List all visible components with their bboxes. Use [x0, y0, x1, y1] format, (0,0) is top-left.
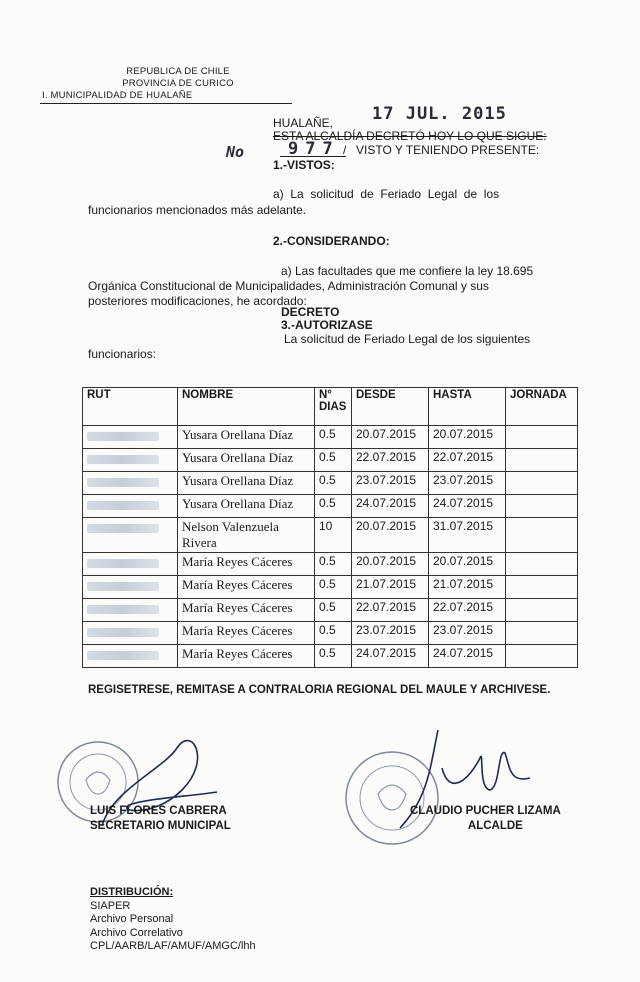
name-cell: Yusara Orellana Díaz: [178, 449, 315, 472]
dias-cell: 10: [315, 518, 352, 553]
rut-cell: [83, 576, 178, 599]
signer-left: [90, 804, 231, 834]
section-autorizase: 3.-AUTORIZASE: [281, 318, 373, 332]
table-row: [83, 553, 578, 576]
dias-cell: 0.5: [315, 553, 352, 576]
hasta-cell: 22.07.2015: [429, 599, 506, 622]
table-row: [83, 576, 578, 599]
name-cell: Yusara Orellana Díaz: [178, 472, 315, 495]
desde-cell: 24.07.2015: [352, 495, 429, 518]
hasta-cell: 21.07.2015: [429, 576, 506, 599]
officials-table: [82, 387, 578, 668]
considerando-line1: a) Las facultades que me confiere la ley 18.695: [281, 264, 534, 278]
desde-cell: 23.07.2015: [352, 622, 429, 645]
dias-cell: 0.5: [315, 449, 352, 472]
table-row: [83, 599, 578, 622]
table-row: [83, 518, 578, 553]
name-cell: María Reyes Cáceres: [178, 645, 315, 668]
rut-cell: [83, 622, 178, 645]
autoriza-line1: La solicitud de Feriado Legal de los siguientes: [284, 332, 531, 346]
considerando-line2: Orgánica Constitucional de Municipalidades, Administración Comunal y sus: [88, 279, 489, 293]
name-cell: Yusara Orellana Díaz: [178, 426, 315, 449]
rut-cell: [83, 599, 178, 622]
number-slash: /: [343, 143, 347, 157]
jornada-cell: [506, 449, 578, 472]
col-desde: DESDE: [352, 388, 429, 426]
signer-left-title: SECRETARIO MUNICIPAL: [90, 820, 231, 832]
rut-cell: [83, 495, 178, 518]
hasta-cell: 23.07.2015: [429, 622, 506, 645]
section-vistos: 1.-VISTOS:: [273, 158, 335, 172]
place: HUALAÑE,: [273, 116, 334, 130]
hasta-cell: 20.07.2015: [429, 426, 506, 449]
table-row: [83, 495, 578, 518]
redacted-rut: [87, 559, 159, 568]
desde-cell: 21.07.2015: [352, 576, 429, 599]
considerando-line3: posteriores modificaciones, he acordado:: [88, 294, 307, 308]
signer-right-name: CLAUDIO PUCHER LIZAMA: [410, 805, 561, 817]
jornada-cell: [506, 472, 578, 495]
dias-cell: 0.5: [315, 599, 352, 622]
desde-cell: 24.07.2015: [352, 645, 429, 668]
redacted-rut: [87, 605, 159, 614]
hasta-cell: 24.07.2015: [429, 645, 506, 668]
number-prefix: No: [226, 143, 245, 161]
header-line-1: REPUBLICA DE CHILE: [126, 66, 230, 77]
dias-cell: 0.5: [315, 576, 352, 599]
desde-cell: 20.07.2015: [352, 553, 429, 576]
jornada-cell: [506, 495, 578, 518]
redacted-rut: [87, 501, 159, 510]
name-cell: Yusara Orellana Díaz: [178, 495, 315, 518]
municipality-header: [42, 66, 268, 104]
table-row: [83, 449, 578, 472]
header-line-2: PROVINCIA DE CURICO: [122, 78, 234, 89]
desde-cell: 20.07.2015: [352, 426, 429, 449]
dias-cell: 0.5: [315, 622, 352, 645]
distribution-item: Archivo Correlativo: [90, 926, 183, 939]
hasta-cell: 22.07.2015: [429, 449, 506, 472]
name-cell: María Reyes Cáceres: [178, 622, 315, 645]
distribution-item: CPL/AARB/LAF/AMUF/AMGC/lhh: [90, 940, 256, 952]
vistos-a-line2: funcionarios mencionados más adelante.: [88, 203, 307, 217]
signer-right-title: ALCALDE: [467, 820, 523, 832]
rut-cell: [83, 449, 178, 472]
distribution: [90, 886, 256, 954]
col-jornada: JORNADA: [506, 388, 578, 426]
dias-cell: 0.5: [315, 645, 352, 668]
table-row: [83, 645, 578, 668]
hasta-cell: 23.07.2015: [429, 472, 506, 495]
signer-right: [410, 804, 561, 834]
jornada-cell: [506, 426, 578, 449]
redacted-rut: [87, 582, 159, 591]
rut-cell: [83, 553, 178, 576]
desde-cell: 22.07.2015: [352, 449, 429, 472]
redacted-rut: [87, 455, 159, 464]
autoriza-line2: funcionarios:: [88, 347, 157, 361]
desde-cell: 23.07.2015: [352, 472, 429, 495]
vistos-a-line1: a) La solicitud de Feriado Legal de los: [273, 187, 500, 201]
header-line-3: I. MUNICIPALIDAD DE HUALAÑE: [40, 90, 292, 104]
distribution-item: SIAPER: [90, 899, 131, 912]
table-row: [83, 472, 578, 495]
col-hasta: HASTA: [429, 388, 506, 426]
desde-cell: 20.07.2015: [352, 518, 429, 553]
name-cell: María Reyes Cáceres: [178, 576, 315, 599]
jornada-cell: [506, 622, 578, 645]
rut-cell: [83, 518, 178, 553]
hasta-cell: 31.07.2015: [429, 518, 506, 553]
distribution-title: DISTRIBUCIÓN:: [90, 886, 174, 898]
signer-left-name: LUIS FLORES CABRERA: [90, 805, 227, 817]
jornada-cell: [506, 599, 578, 622]
table-row: [83, 622, 578, 645]
hasta-cell: 20.07.2015: [429, 553, 506, 576]
rut-cell: [83, 426, 178, 449]
rut-cell: [83, 645, 178, 668]
dias-cell: 0.5: [315, 426, 352, 449]
rut-cell: [83, 472, 178, 495]
col-dias: N° DIAS: [315, 388, 352, 426]
distribution-item: Archivo Personal: [90, 913, 174, 925]
name-cell: María Reyes Cáceres: [178, 553, 315, 576]
jornada-cell: [506, 518, 578, 553]
closing-statement: REGISETRESE, REMITASE A CONTRALORIA REGIONAL DEL MAULE Y ARCHIVESE.: [88, 684, 551, 696]
redacted-rut: [87, 651, 159, 660]
redacted-rut: [87, 628, 159, 637]
dias-cell: 0.5: [315, 495, 352, 518]
name-cell: Nelson Valenzuela Rivera: [178, 518, 315, 553]
decree-number: 977: [288, 139, 340, 159]
date-stamp: 17 JUL. 2015: [372, 104, 507, 124]
visto-text: VISTO Y TENIENDO PRESENTE:: [356, 143, 540, 157]
redacted-rut: [87, 478, 159, 487]
hasta-cell: 24.07.2015: [429, 495, 506, 518]
col-rut: RUT: [83, 388, 178, 426]
table-header-row: [83, 388, 578, 426]
decreto-title: DECRETO: [281, 305, 340, 319]
dias-cell: 0.5: [315, 472, 352, 495]
decree-intro: ESTA ALCALDÍA DECRETÓ HOY LO QUE SIGUE:: [273, 129, 547, 143]
name-cell: María Reyes Cáceres: [178, 599, 315, 622]
col-nombre: NOMBRE: [178, 388, 315, 426]
section-considerando: 2.-CONSIDERANDO:: [273, 234, 390, 248]
redacted-rut: [87, 432, 159, 441]
table-row: [83, 426, 578, 449]
jornada-cell: [506, 576, 578, 599]
desde-cell: 22.07.2015: [352, 599, 429, 622]
jornada-cell: [506, 645, 578, 668]
redacted-rut: [87, 524, 159, 533]
jornada-cell: [506, 553, 578, 576]
